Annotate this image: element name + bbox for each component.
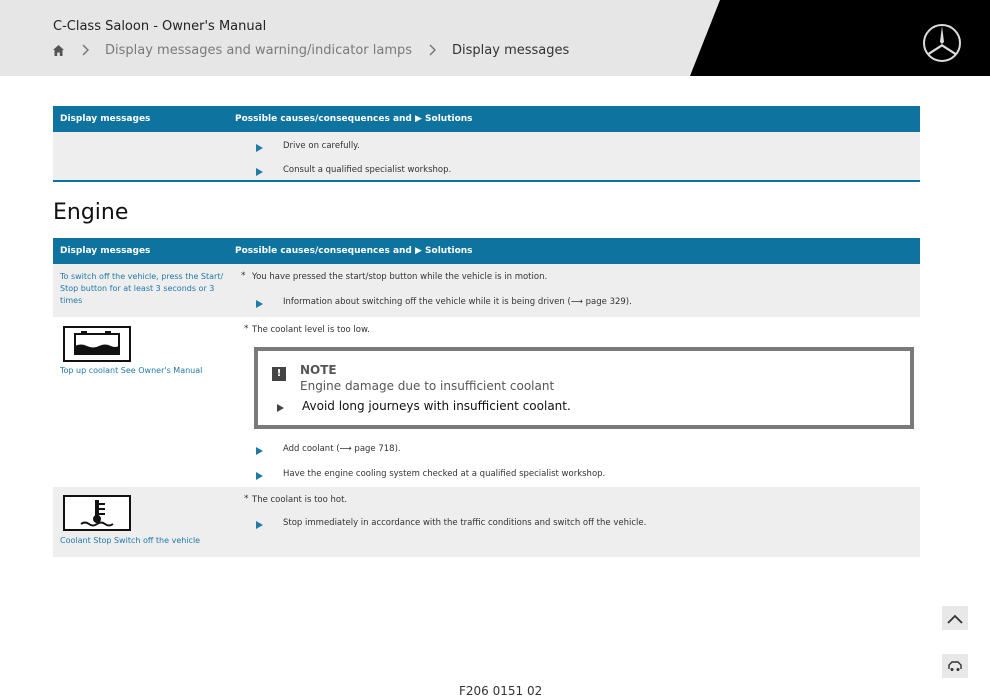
chevron-right-icon [81,43,91,57]
breadcrumb-current: Display messages [452,42,570,58]
coolant-temperature-icon [63,495,131,531]
play-arrow-icon [256,168,263,176]
table-engine-messages [53,238,920,557]
column-header-causes: Possible causes/consequences and ▶ Solutions [235,114,473,124]
solution-text: Consult a qualified specialist workshop. [283,165,452,175]
solution-text: Have the engine cooling system checked at a qualified specialist workshop. [283,469,606,479]
column-header-display-messages: Display messages [60,114,151,124]
table-row-coolant-low [53,317,920,487]
play-arrow-icon [256,521,263,529]
bullet-asterisk: * [241,271,246,281]
chevron-up-icon [947,609,963,628]
column-header-causes: Possible causes/consequences and ▶ Solutions [235,246,473,256]
warning-icon: ! [272,367,286,381]
coolant-level-icon [63,326,131,362]
solution-text: Drive on carefully. [283,141,360,151]
table-row [53,132,920,182]
page-header [0,0,990,76]
column-header-display-messages: Display messages [60,246,151,256]
cause-text: You have pressed the start/stop button while the vehicle is in motion. [252,272,548,282]
table-row-switch-off [53,264,920,317]
section-title-engine: Engine [53,200,129,225]
vehicle-view-button[interactable] [942,654,968,678]
scroll-to-top-button[interactable] [942,606,968,630]
display-message-coolant-low: Top up coolant See Owner's Manual [60,366,203,375]
note-title: Engine damage due to insufficient coolant [300,379,555,393]
bullet-asterisk: * [244,494,249,504]
breadcrumb [51,41,569,59]
table-previous-messages [53,106,920,182]
home-icon[interactable] [51,43,65,57]
mercedes-star-icon [922,23,962,63]
display-message-switch-off: To switch off the vehicle, press the Start/ Stop button for at least 3 seconds or 3 times [60,272,224,305]
bullet-asterisk: * [244,324,249,334]
play-arrow-icon [256,472,263,480]
solution-text: Stop immediately in accordance with the traffic conditions and switch off the vehicle. [283,518,647,528]
cause-text: The coolant level is too low. [252,325,370,335]
play-arrow-icon [277,404,284,412]
play-arrow-icon [256,144,263,152]
chevron-right-icon [428,43,438,57]
display-message-coolant-hot: Coolant Stop Switch off the vehicle [60,536,201,545]
note-box [254,347,914,429]
table-row-coolant-hot [53,487,920,557]
table-header [53,238,920,264]
breadcrumb-link-display-messages-lamps[interactable]: Display messages and warning/indicator lamps [105,42,413,58]
figure-id: F206 0151 02 [459,684,543,698]
play-arrow-icon [256,300,263,308]
solution-text: Information about switching off the vehicle while it is being driven (⟶ page 329). [283,297,632,307]
cause-text: The coolant is too hot. [252,495,348,505]
note-action: Avoid long journeys with insufficient coolant. [302,399,571,413]
vehicle-icon [947,657,963,676]
manual-title: C-Class Saloon - Owner's Manual [53,19,267,34]
play-arrow-icon [256,447,263,455]
table-header [53,106,920,132]
solution-text: Add coolant (⟶ page 718). [283,444,401,454]
note-label: NOTE [300,363,337,377]
